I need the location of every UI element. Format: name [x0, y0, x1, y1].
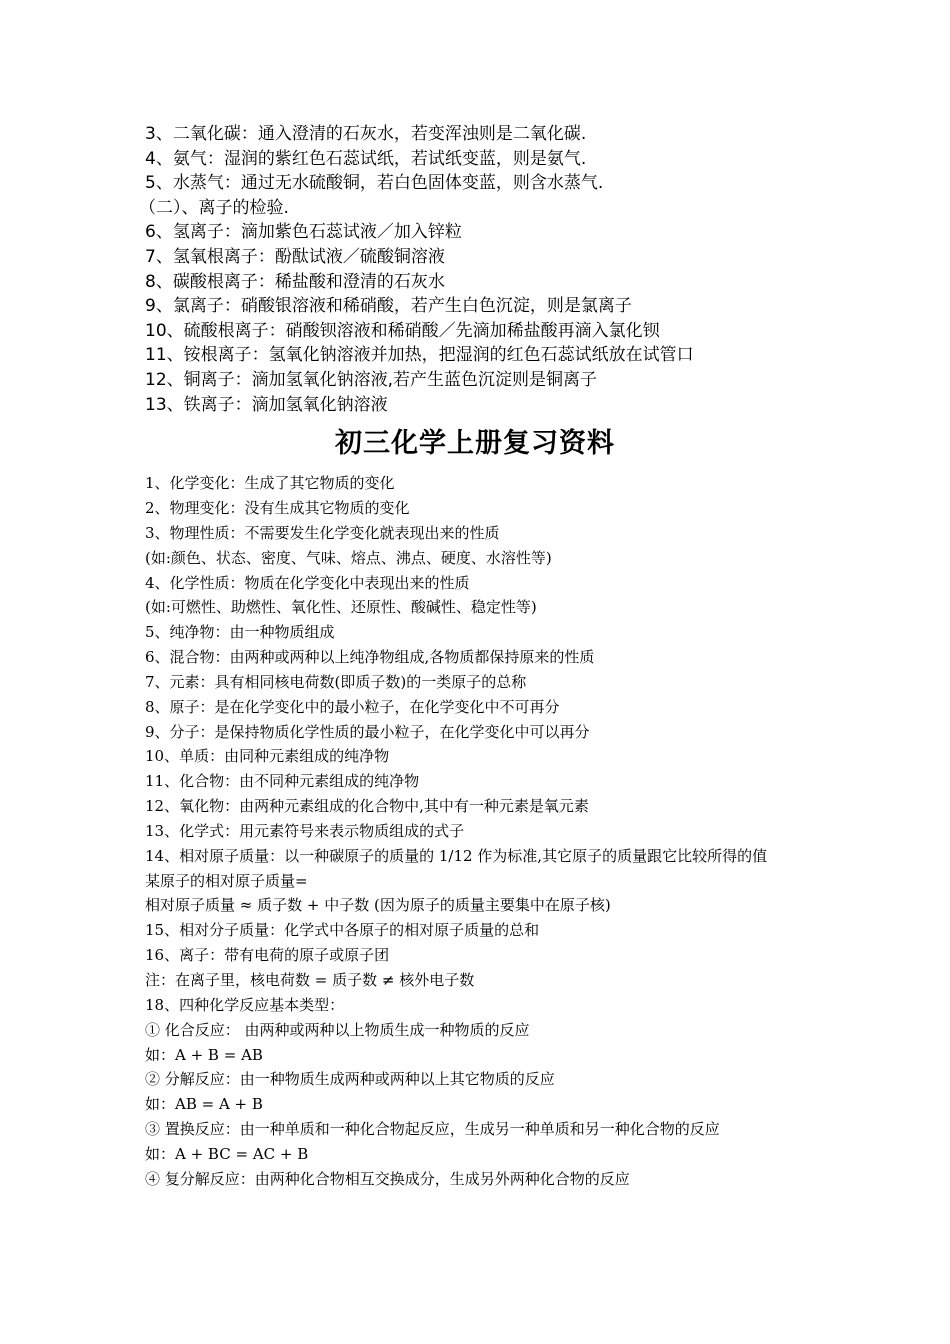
list-item: 4、化学性质：物质在化学变化中表现出来的性质: [145, 573, 470, 592]
list-item: 注：在离子里，核电荷数 = 质子数 ≠ 核外电子数: [145, 971, 475, 989]
list-item: 7、元素：具有相同核电荷数(即质子数)的一类原子的总称: [145, 672, 527, 691]
list-item: 16、离子：带有电荷的原子或原子团: [145, 946, 390, 965]
list-item: 5、水蒸气：通过无水硫酸铜，若白色固体变蓝，则含水蒸气.: [145, 173, 604, 194]
list-item: 如：A + BC = AC + B: [145, 1144, 309, 1163]
list-item: 5、纯净物：由一种物质组成: [145, 623, 335, 642]
list-item: 1、化学变化：生成了其它物质的变化: [145, 474, 395, 493]
list-item: ④ 复分解反应：由两种化合物相互交换成分，生成另外两种化合物的反应: [145, 1169, 630, 1188]
section-heading: （二）、离子的检验.: [139, 197, 289, 218]
list-item: ② 分解反应：由一种物质生成两种或两种以上其它物质的反应: [145, 1070, 555, 1089]
detection-list: [139, 122, 825, 417]
list-item: 相对原子质量 ≈ 质子数 + 中子数 (因为原子的质量主要集中在原子核): [145, 896, 611, 915]
list-item: 13、化学式：用元素符号来表示物质组成的式子: [145, 821, 465, 840]
review-list: [145, 471, 825, 1191]
list-item: 2、物理变化：没有生成其它物质的变化: [145, 498, 410, 517]
list-item: 12、氧化物：由两种元素组成的化合物中,其中有一种元素是氧元素: [145, 797, 589, 816]
list-item: 某原子的相对原子质量=: [145, 871, 308, 890]
list-item: 13、铁离子：滴加氢氧化钠溶液: [145, 394, 388, 415]
list-item: 如：AB = A + B: [145, 1095, 263, 1114]
list-item: 3、物理性质：不需要发生化学变化就表现出来的性质: [145, 523, 500, 542]
list-item: 9、氯离子：硝酸银溶液和稀硝酸，若产生白色沉淀，则是氯离子: [145, 296, 632, 317]
list-item: 10、硫酸根离子：硝酸钡溶液和稀硝酸／先滴加稀盐酸再滴入氯化钡: [145, 320, 660, 341]
page-title: 初三化学上册复习资料: [335, 428, 615, 460]
list-item: 11、铵根离子：氢氧化钠溶液并加热，把湿润的红色石蕊试纸放在试管口: [145, 345, 694, 366]
list-item: 14、相对原子质量：以一种碳原子的质量的 1/12 作为标准,其它原子的质量跟它比较所得的值: [145, 846, 768, 865]
document-page: [139, 122, 825, 1192]
list-item: 10、单质：由同种元素组成的纯净物: [145, 747, 390, 766]
list-item: 3、二氧化碳：通入澄清的石灰水，若变浑浊则是二氧化碳.: [145, 124, 587, 144]
list-item: 18、四种化学反应基本类型：: [145, 995, 345, 1014]
list-item: 4、氨气：湿润的紫红色石蕊试纸，若试纸变蓝，则是氨气.: [145, 148, 587, 169]
list-item: 8、原子：是在化学变化中的最小粒子，在化学变化中不可再分: [145, 697, 560, 716]
list-item: ③ 置换反应：由一种单质和一种化合物起反应，生成另一种单质和另一种化合物的反应: [145, 1120, 720, 1139]
list-item: 15、相对分子质量：化学式中各原子的相对原子质量的总和: [145, 921, 540, 940]
list-item: 6、混合物：由两种或两种以上纯净物组成,各物质都保持原来的性质: [145, 648, 595, 667]
list-item: (如:颜色、状态、密度、气味、熔点、沸点、硬度、水溶性等): [145, 548, 552, 567]
list-item: 8、碳酸根离子：稀盐酸和澄清的石灰水: [145, 271, 445, 292]
list-item: 7、氢氧根离子：酚酞试液／硫酸铜溶液: [145, 246, 445, 267]
list-item: 6、氢离子：滴加紫色石蕊试液／加入锌粒: [145, 222, 462, 243]
list-item: (如:可燃性、助燃性、氧化性、还原性、酸碱性、稳定性等): [145, 598, 537, 617]
list-item: 如：A + B = AB: [145, 1045, 263, 1064]
list-item: 9、分子：是保持物质化学性质的最小粒子，在化学变化中可以再分: [145, 722, 590, 741]
list-item: 11、化合物：由不同种元素组成的纯净物: [145, 772, 420, 791]
list-item: 12、铜离子：滴加氢氧化钠溶液,若产生蓝色沉淀则是铜离子: [145, 369, 598, 390]
list-item: ① 化合反应： 由两种或两种以上物质生成一种物质的反应: [145, 1020, 530, 1039]
